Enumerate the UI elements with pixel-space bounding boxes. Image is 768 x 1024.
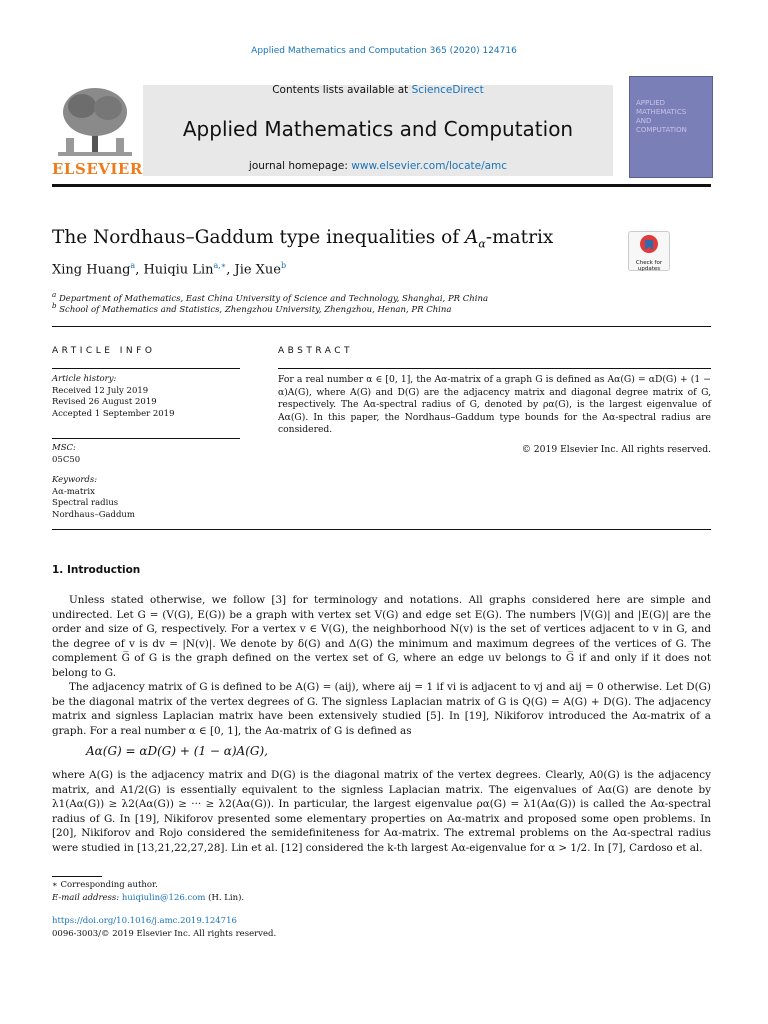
author-list: Xing Huang$^a$, Huiqiu Lin$^{a,∗}$, Jie Xue$^b$ xyxy=(52,261,287,278)
footnote-rule xyxy=(52,876,102,877)
email-suffix: (H. Lin). xyxy=(205,893,245,903)
homepage-line xyxy=(143,160,613,172)
journal-title: Applied Mathematics and Computation xyxy=(182,117,574,141)
history-label: Article history: xyxy=(52,374,117,384)
journal-cover[interactable] xyxy=(629,76,713,178)
section-rule xyxy=(52,529,711,530)
crossmark-label: Check for updates xyxy=(635,260,663,272)
msc-code: 05C50 xyxy=(52,454,81,465)
abstract-label: ABSTRACT xyxy=(278,346,354,356)
crossmark-button[interactable] xyxy=(628,231,670,271)
history-item: Revised 26 August 2019 xyxy=(52,397,157,407)
equation: Aα(G) = αD(G) + (1 − α)A(G), xyxy=(86,744,268,758)
intro-paragraph: Unless stated otherwise, we follow [3] for terminology and notations. All graphs considered here are simple and undirected. Let G = (V(G), E(G)) be a graph with vertex set V(G) and edge set E(G). The numbers |V(G)| and |E(G)| are the order and size of G, respectively. For a vertex v ∈ V(G), the neighborhood N(v) is the set of vertices adjacent to v in G, and the degree of v is dv = |N(v)|. We denote by δ(G) and Δ(G) the minimum and maximum degrees of the vertices of G. The complement G̅ of G is the graph defined on the vertex set of G, where an edge uv belongs to G̅ if and only if it does not belong to G. xyxy=(52,594,711,679)
affiliation-text: Department of Mathematics, East China University of Science and Technology, Shanghai, PR China xyxy=(58,293,489,304)
cover-title xyxy=(636,99,687,135)
homepage-link[interactable]: www.elsevier.com/locate/amc xyxy=(351,160,508,172)
journal-reference[interactable]: Applied Mathematics and Computation 365 (2020) 124716 xyxy=(251,46,517,56)
keyword: Nordhaus–Gaddum xyxy=(52,509,135,520)
article-title xyxy=(52,227,553,251)
intro-paragraph: where A(G) is the adjacency matrix and D(G) is the diagonal matrix of the vertex degrees. Clearly, A0(G) is the adjacency matrix, and A1/2(G) is essentially equivalent to the signless Laplacian matrix. The eigenvalues of Aα(G) are denote by λ1(Aα(G)) ≥ λ2(Aα(G)) ≥ ··· ≥ λ2(Aα(G)). In particular, the largest eigenvalue ρα(G) = λ1(Aα(G)) is called the Aα-spectral radius of G. In [19], Nikiforov presented some elementary properties on Aα-matrix and proposed some open problems. In [20], Nikiforov and Rojo considered the semidefiniteness for Aα-matrix. The extremal problems on the Aα-spectral radius were studied in [13,21,22,27,28]. Lin et al. [12] considered the k-th largest Aα-eigenvalue for α > 1/2. In [7], Cardoso et al. xyxy=(52,769,711,854)
tree-icon xyxy=(52,84,138,160)
history-item: Received 12 July 2019 xyxy=(52,385,149,396)
header-rule xyxy=(52,184,711,187)
author-name[interactable]: Jie Xue xyxy=(234,262,281,278)
keywords-label: Keywords: xyxy=(52,475,98,485)
article-info-label: ARTICLE INFO xyxy=(52,346,156,356)
article-history xyxy=(52,374,175,420)
keywords-block xyxy=(52,475,135,521)
abstract-text: For a real number α ∈ [0, 1], the Aα-matrix of a graph G is defined as Aα(G) = αD(G) + (1 − α)A(G), where A(G) and D(G) are the adjacency matrix and diagonal degree matrix of G, respectively. The Aα-spectral radius of G, denoted by ρα(G), is the largest eigenvalue of Aα(G). In this paper, the Nordhaus–Gaddum type bounds for the Aα-spectral radius are considered. xyxy=(278,374,711,435)
contents-line xyxy=(143,84,613,96)
elsevier-logo xyxy=(52,84,143,178)
msc-rule xyxy=(52,438,240,439)
section-rule xyxy=(52,326,711,327)
affiliation-sup: b xyxy=(52,301,57,310)
abstract-rule xyxy=(278,368,711,369)
msc-block xyxy=(52,443,80,466)
affiliation xyxy=(52,301,451,315)
issn-line: 0096-3003/© 2019 Elsevier Inc. All rights reserved. xyxy=(52,929,277,939)
email-line xyxy=(52,893,244,903)
cover-line: COMPUTATION xyxy=(636,126,687,134)
title-prefix: The Nordhaus–Gaddum type inequalities of xyxy=(52,227,466,248)
title-suffix: -matrix xyxy=(485,227,554,248)
contents-prefix: Contents lists available at xyxy=(272,84,412,96)
title-symbol: $A_\alpha$ xyxy=(465,227,486,251)
cover-line: APPLIED xyxy=(636,99,666,107)
history-item: Accepted 1 September 2019 xyxy=(52,408,175,419)
author-affil-sup[interactable]: a xyxy=(130,261,136,270)
email-label: E-mail address: xyxy=(52,893,122,903)
sciencedirect-link[interactable]: ScienceDirect xyxy=(411,84,484,96)
section-heading: 1. Introduction xyxy=(52,564,141,576)
author-name[interactable]: Xing Huang xyxy=(52,262,131,278)
affiliation-text: School of Mathematics and Statistics, Zhengzhou University, Zhengzhou, Henan, PR China xyxy=(59,304,452,315)
author-affil-sup[interactable]: a,∗ xyxy=(213,261,227,270)
author-name[interactable]: Huiqiu Lin xyxy=(143,262,214,278)
homepage-prefix: journal homepage: xyxy=(248,160,352,172)
keyword: Spectral radius xyxy=(52,498,119,508)
email-link[interactable]: huiqiulin@126.com xyxy=(121,893,206,903)
intro-paragraph: The adjacency matrix of G is defined to be A(G) = (aij), where aij = 1 if vi is adjacent to vj and aij = 0 otherwise. Let D(G) be the diagonal matrix of the vertex degrees of G. The signless Laplacian matrix of G is Q(G) = A(G) + D(G). The adjacency matrix and signless Laplacian matrix have been extensively studied [5]. In [19], Nikiforov introduced the Aα-matrix of a graph. For a real number α ∈ [0, 1], the Aα-matrix of G is defined as xyxy=(52,681,711,737)
abstract-copyright: © 2019 Elsevier Inc. All rights reserved. xyxy=(521,444,711,455)
publisher-name: ELSEVIER xyxy=(52,160,143,178)
msc-label: MSC: xyxy=(52,443,76,453)
keyword: Aα-matrix xyxy=(52,486,95,497)
corresponding-note: ∗ Corresponding author. xyxy=(52,880,158,890)
article-info-rule xyxy=(52,368,240,369)
cover-line: MATHEMATICS xyxy=(636,108,687,116)
cover-line: AND xyxy=(636,117,652,125)
doi-link[interactable]: https://doi.org/10.1016/j.amc.2019.124716 xyxy=(52,916,237,926)
author-affil-sup[interactable]: b xyxy=(281,261,287,270)
crossmark-icon xyxy=(629,232,669,256)
affiliation-sup: a xyxy=(52,290,57,299)
